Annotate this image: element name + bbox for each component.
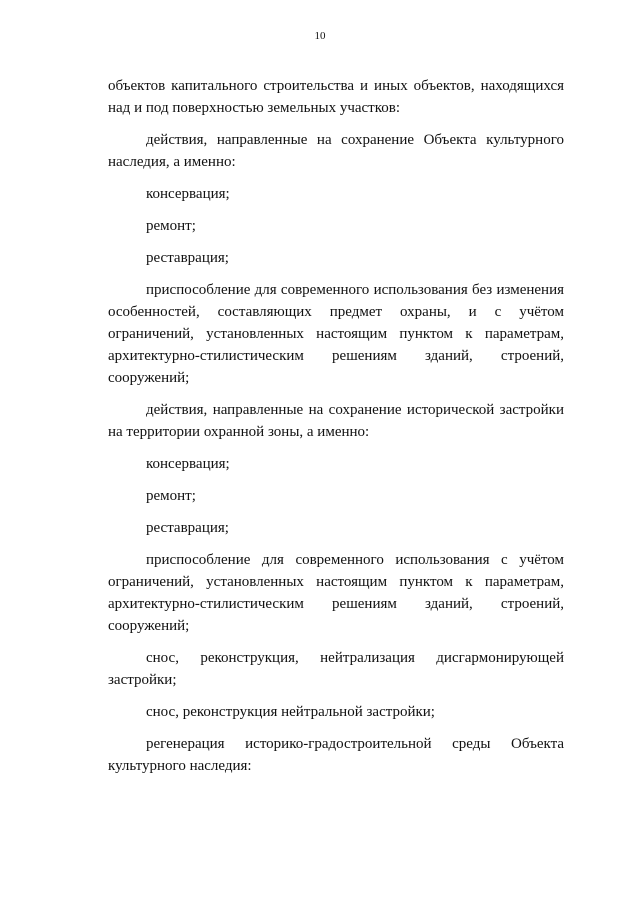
paragraph: действия, направленные на сохранение Объекта культурного наследия, а именно: [108,132,564,170]
list-item: консервация; [146,456,230,472]
list-item: ремонт; [146,488,196,504]
list-item: ремонт; [146,218,196,234]
paragraph: снос, реконструкция, нейтрализация дисгармонирующей застройки; [108,650,564,688]
list-item: реставрация; [146,250,229,266]
paragraph: действия, направленные на сохранение исторической застройки на территории охранной зоны, а именно: [108,402,564,440]
list-item: реставрация; [146,520,229,536]
document-body [108,75,564,787]
page-number: 10 [314,30,326,42]
paragraph: приспособление для современного использования без изменения особенностей, составляющих предмет охраны, и с учётом ограничений, установленных настоящим пунктом к параметрам, архитектурно-стилистическим решениям зданий, строений, сооружений; [108,282,564,386]
list-item: консервация; [146,186,230,202]
paragraph: приспособление для современного использования с учётом ограничений, установленных настоящим пунктом к параметрам, архитектурно-стилистическим решениям зданий, строений, сооружений; [108,552,564,634]
paragraph: регенерация историко-градостроительной среды Объекта культурного наследия: [108,736,564,774]
paragraph-continuation: объектов капитального строительства и иных объектов, находящихся над и под поверхностью земельных участков: [108,78,564,116]
paragraph: снос, реконструкция нейтральной застройки; [146,704,435,720]
